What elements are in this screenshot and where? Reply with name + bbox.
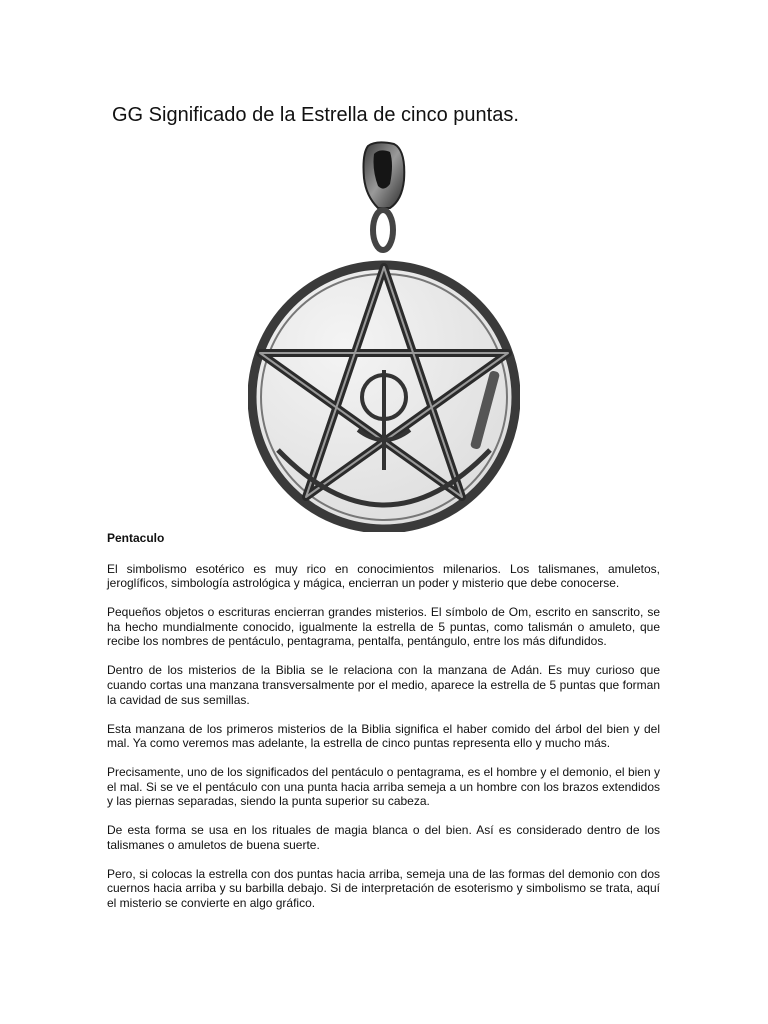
paragraph: Pequeños objetos o escrituras encierran grandes misterios. El símbolo de Om, escrito en sanscrito, se ha hecho mundialmente conocido, igualmente la estrella de 5 puntas, como talismán o amuleto, que recibe los nombres de pentáculo, pentagrama, pentalfa, pentángulo, entre los más difundidos. — [107, 605, 660, 649]
pentacle-pendant-icon — [248, 140, 520, 532]
paragraph: Dentro de los misterios de la Biblia se le relaciona con la manzana de Adán. Es muy curioso que cuando cortas una manzana transversalmente por el medio, aparece la estrella de 5 puntas que forman la cavidad de sus semillas. — [107, 663, 660, 707]
paragraph: Precisamente, uno de los significados del pentáculo o pentagrama, es el hombre y el demonio, el bien y el mal. Si se ve el pentáculo con una punta hacia arriba semeja a un hombre con los brazos extendidos y las piernas separadas, siendo la punta superior su cabeza. — [107, 765, 660, 809]
paragraph: El simbolismo esotérico es muy rico en conocimientos milenarios. Los talismanes, amuletos, jeroglíficos, simbología astrológica y mágica, encierran un poder y misterio que debe conocerse. — [107, 561, 660, 591]
section-heading: Pentaculo — [107, 531, 165, 545]
article-body — [107, 531, 660, 925]
paragraph: Pero, si colocas la estrella con dos puntas hacia arriba, semeja una de las formas del demonio con dos cuernos hacia arriba y su barbilla debajo. Si de interpretación de esoterismo y simbolismo se trata, aquí el misterio se convierte en algo gráfico. — [107, 866, 660, 911]
paragraph: Esta manzana de los primeros misterios de la Biblia significa el haber comido del árbol del bien y del mal. Ya como veremos mas adelante, la estrella de cinco puntas representa ello y mucho más. — [107, 721, 660, 751]
paragraph: De esta forma se usa en los rituales de magia blanca o del bien. Así es considerado dentro de los talismanes o amuletos de buena suerte. — [107, 823, 660, 852]
document-title: GG Significado de la Estrella de cinco puntas. — [112, 104, 519, 126]
